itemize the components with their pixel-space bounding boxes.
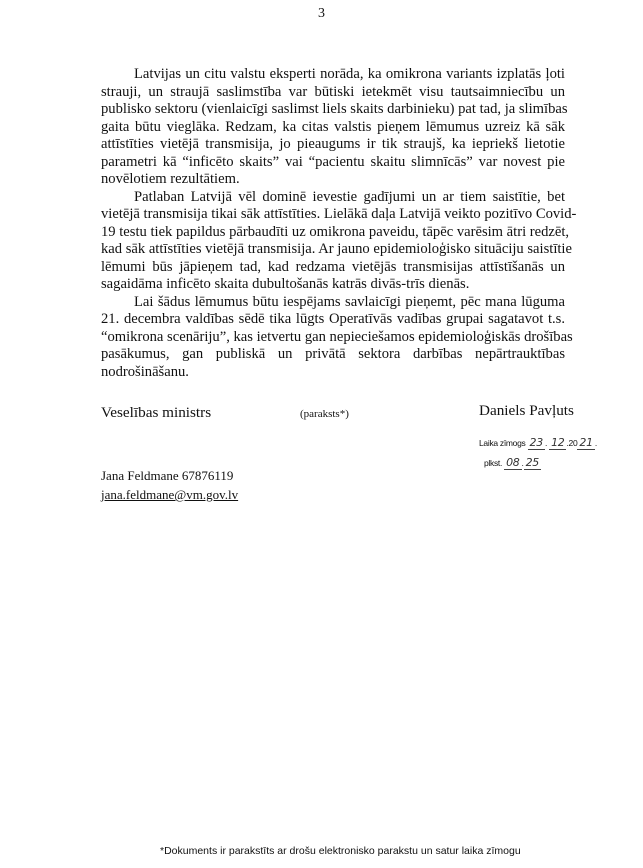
timestamp-month: 12 [551, 436, 565, 449]
text-line: strauji, un straujā saslimstība var būtiski ietekmēt visu tautsaimniecību un [101, 83, 565, 100]
contact-name-phone: Jana Feldmane 67876119 [101, 468, 234, 483]
text-line: kad sāk attīstīties vietējā transmisija. Ar jauno epidemioloģisko situāciju saistītie [101, 241, 572, 257]
footer-note: *Dokuments ir parakstīts ar drošu elektronisko parakstu un satur laika zīmogu [160, 845, 521, 857]
timestamp-date: Laika zīmogs 23 . 12 .20 21 . [479, 436, 597, 449]
text-line: parametri kā “inficēto skaits” vai “pacientu skaitu slimnīcās” var novest pie [101, 153, 565, 170]
text-line: lēmumi būs jāpieņem tad, kad redzama vietējās transmisijas attīstīšanās un [101, 258, 565, 275]
text-line: 21. decembra valdības sēdē tika lūgts Operatīvās vadības grupai sagatavot t.s. [101, 311, 565, 327]
page-number: 3 [318, 6, 325, 21]
text-line: sagaidāma inficēto skaita dubultošanās katrās divās-trīs dienās. [101, 276, 470, 292]
document-body [101, 66, 577, 381]
timestamp-time-label: plkst. [484, 458, 503, 468]
text-line: novēlotiem rezultātiem. [101, 171, 240, 187]
timestamp-year: 21 [579, 436, 593, 449]
signature-mark: (paraksts*) [300, 408, 349, 420]
text-line: gaita būtu vieglāka. Redzam, ka citas valstis pieņem lēmumus uzreiz kā sāk [101, 118, 565, 135]
timestamp-hour: 08 [506, 456, 520, 469]
text-line: publisko sektoru (vienlaicīgi saslimst liels skaits darbinieku) pat tad, ja slimības [101, 101, 568, 117]
contact-block [101, 466, 238, 504]
text-line: vietējā transmisija tikai sāk attīstīties. Lielākā daļa Latvijā veikto pozitīvo Covid- [101, 206, 577, 222]
contact-email-link[interactable]: jana.feldmane@vm.gov.lv [101, 487, 239, 502]
signatory-name: Daniels Pavļuts [479, 402, 574, 419]
timestamp-day: 23 [529, 436, 543, 449]
text-line: pasākumus, gan publiskā un privātā sektora darbības nepārtrauktības [101, 346, 565, 362]
text-line: Patlaban Latvijā vēl dominē ievestie gadījumi un ar tiem saistītie, bet [134, 188, 565, 205]
text-line: nodrošināšanu. [101, 363, 189, 380]
timestamp-year-prefix: 20 [568, 438, 578, 448]
text-line: Lai šādus lēmumus būtu iespējams savlaicīgi pieņemt, pēc mana lūguma [134, 293, 565, 310]
text-line: “omikrona scenāriju”, kas ietvertu gan nepieciešamos epidemioloģiskās drošības [101, 328, 573, 345]
text-line: Latvijas un citu valstu eksperti norāda, ka omikrona variants izplatās ļoti [134, 66, 565, 82]
text-line: attīstīties vietējā transmisija, jo pieaugums ir tik straujš, ka iepriekš lietotie [101, 136, 565, 152]
timestamp-time: plkst. 08 . 25 [484, 456, 539, 469]
timestamp-label: Laika zīmogs [479, 438, 526, 448]
signatory-title: Veselības ministrs [101, 404, 212, 421]
timestamp-minute: 25 [525, 456, 539, 469]
text-line: 19 testu tiek papildus pārbaudīti uz omikrona paveidu, tāpēc varēsim ātri redzēt, [101, 223, 570, 240]
